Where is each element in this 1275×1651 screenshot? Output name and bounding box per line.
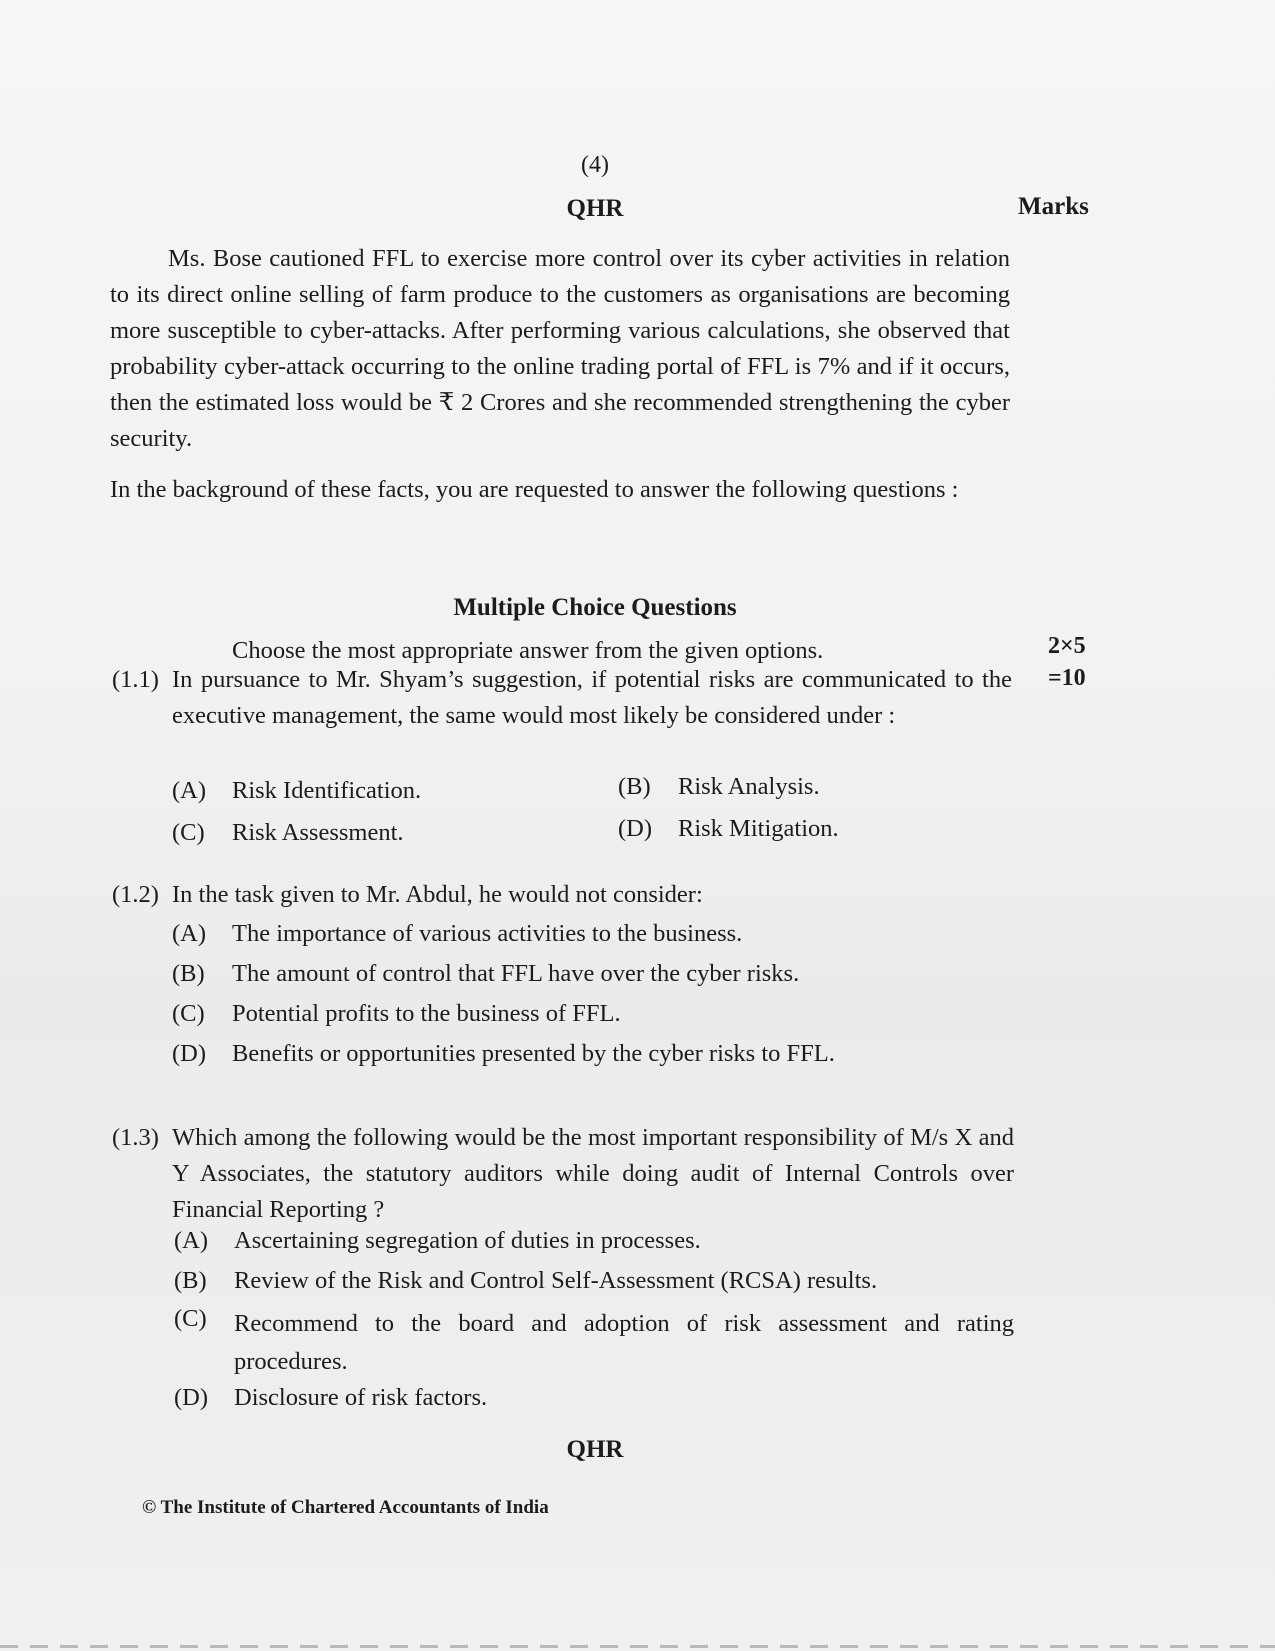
passage-paragraph-2: In the background of these facts, you are requested to answer the following questions : [110,476,959,503]
question-1-1-option-b [618,773,820,801]
option-letter: (D) [618,815,653,842]
option-text: Benefits or opportunities presented by the cyber risks to FFL. [232,1040,835,1067]
option-text: Ascertaining segregation of duties in processes. [234,1227,701,1254]
question-number: (1.3) [112,1124,159,1151]
option-text: Risk Identification. [232,777,422,804]
question-1-1-option-d [618,815,839,843]
question-1-2-option-b [172,960,799,988]
option-text: Disclosure of risk factors. [234,1384,488,1411]
option-text: Risk Analysis. [678,773,820,800]
option-letter: (C) [174,1305,207,1332]
bottom-edge-scan-line [0,1645,1275,1648]
option-letter: (B) [618,773,651,800]
paper-code-footer: QHR [566,1436,624,1463]
option-letter: (A) [172,920,207,947]
question-1-2-option-c [172,1000,621,1028]
question-text: Which among the following would be the most important responsibility of M/s X and Y Associates, the statutory auditors while doing audit of Internal Controls over Financial Reporting ? [172,1124,1014,1223]
option-text: Risk Assessment. [232,819,404,846]
option-text: Review of the Risk and Control Self-Assessment (RCSA) results. [234,1267,878,1294]
paper-code-header: QHR [566,195,624,222]
passage-paragraph-1-text: Ms. Bose cautioned FFL to exercise more control over its cyber activities in relation to its direct online selling of farm produce to the customers as organisations are becoming more susceptible to cyber-attacks. After performing various calculations, she observed that probability cyber-attack occurring to the online trading portal of FFL is 7% and if it occurs, then the estimated loss would be ₹ 2 Crores and she recommended strengthening the cyber security. [110,245,1010,452]
option-letter: (B) [174,1267,207,1294]
option-letter: (C) [172,819,205,846]
section-marks [1048,630,1086,694]
copyright-notice: © The Institute of Chartered Accountants of India [142,1497,549,1518]
option-text: The importance of various activities to the business. [232,920,743,947]
question-text: In the task given to Mr. Abdul, he would not consider: [172,881,703,908]
option-text: Risk Mitigation. [678,815,839,842]
question-number: (1.2) [112,881,159,908]
question-text: In pursuance to Mr. Shyam’s suggestion, if potential risks are communicated to the executive management, the same would most likely be considered under : [172,666,1012,729]
question-1-2 [112,877,1012,913]
section-instruction: Choose the most appropriate answer from the given options. [232,637,824,664]
option-letter: (A) [172,777,207,804]
option-letter: (C) [172,1000,205,1027]
section-marks-line1: 2×5 [1048,633,1086,659]
passage-paragraph-1 [110,241,1010,457]
question-1-1-option-a [172,777,421,805]
option-letter: (B) [172,960,205,987]
option-letter: (A) [174,1227,209,1254]
section-marks-line2: =10 [1048,665,1086,691]
option-text: The amount of control that FFL have over the cyber risks. [232,960,800,987]
question-1-3 [112,1120,1014,1228]
question-1-3-option-d [174,1384,487,1412]
question-1-2-option-d [172,1040,835,1068]
option-letter: (D) [174,1384,209,1411]
option-text: Potential profits to the business of FFL. [232,1000,621,1027]
question-1-1-option-c [172,819,404,847]
question-1-2-option-a [172,920,742,948]
question-1-1 [112,662,1012,734]
page-number: (4) [581,152,609,178]
marks-column-label: Marks [1018,193,1089,220]
question-1-3-option-a [174,1227,701,1255]
question-1-3-option-c [174,1305,1014,1381]
section-title: Multiple Choice Questions [453,594,737,621]
option-text: Recommend to the board and adoption of risk assessment and rating procedures. [234,1310,1014,1375]
option-letter: (D) [172,1040,207,1067]
question-1-3-option-b [174,1267,877,1295]
question-number: (1.1) [112,666,159,693]
